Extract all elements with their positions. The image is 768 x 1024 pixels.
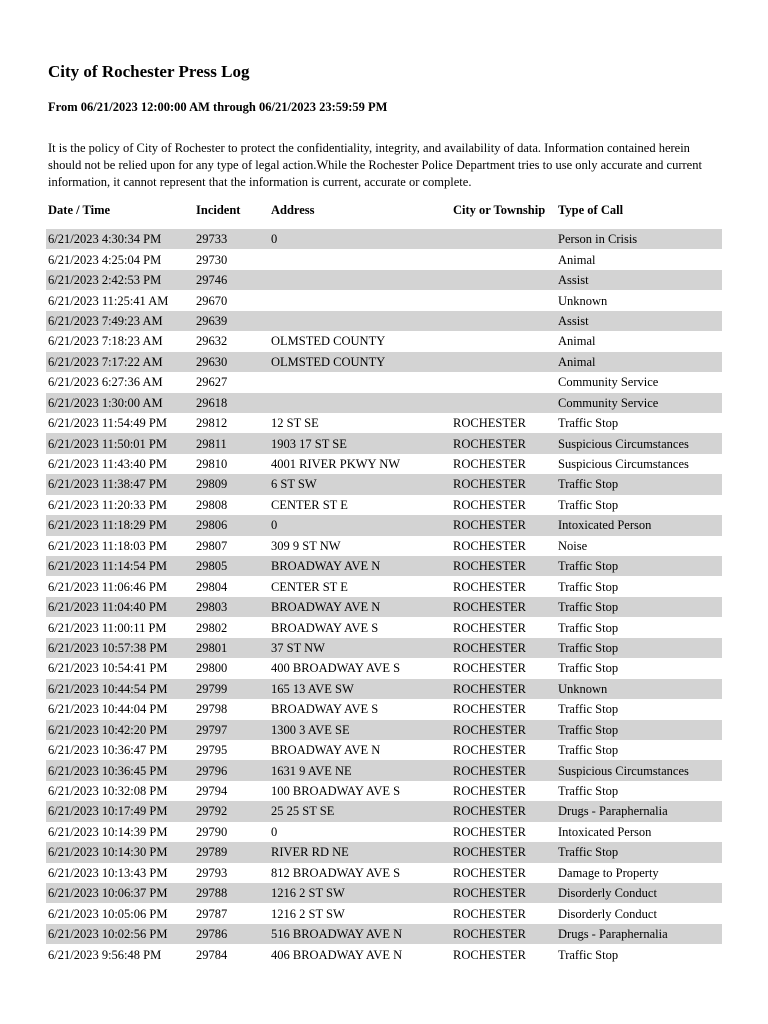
cell-incident: 29801 <box>194 638 269 658</box>
cell-date-time: 6/21/2023 10:14:30 PM <box>46 842 194 862</box>
cell-city: ROCHESTER <box>453 661 526 676</box>
cell-type-of-call: Noise <box>558 538 588 553</box>
cell-city: ROCHESTER <box>453 579 526 594</box>
cell-date-time: 6/21/2023 11:14:54 PM <box>46 556 194 576</box>
cell-city: ROCHESTER <box>451 801 556 821</box>
cell-type-of-call: Traffic Stop <box>558 743 619 758</box>
date-range: From 06/21/2023 12:00:00 AM through 06/21/2023 23:59:59 PM <box>48 100 388 114</box>
cell-incident: 29730 <box>196 252 228 267</box>
cell-type-of-call: Traffic Stop <box>556 720 722 740</box>
cell-date-time: 6/21/2023 10:36:45 PM <box>46 760 194 780</box>
cell-city: ROCHESTER <box>451 924 556 944</box>
cell-type-of-call: Traffic Stop <box>558 784 619 799</box>
cell-city: ROCHESTER <box>453 784 526 799</box>
table-row <box>46 903 722 923</box>
cell-incident: 29811 <box>194 433 269 453</box>
table-row <box>46 290 722 310</box>
cell-type-of-call: Assist <box>556 270 722 290</box>
cell-type-of-call: Traffic Stop <box>558 416 619 431</box>
cell-date-time: 6/21/2023 10:44:04 PM <box>48 702 168 717</box>
cell-incident: 29806 <box>194 515 269 535</box>
table-row <box>46 556 722 576</box>
cell-incident: 29784 <box>196 947 228 962</box>
table-row <box>46 474 722 494</box>
cell-incident: 29795 <box>196 743 228 758</box>
column-header-address: Address <box>271 203 315 217</box>
cell-incident: 29803 <box>194 597 269 617</box>
table-row <box>46 883 722 903</box>
table-row <box>46 679 722 699</box>
cell-type-of-call: Damage to Property <box>558 865 659 880</box>
cell-city: ROCHESTER <box>453 947 526 962</box>
cell-type-of-call: Traffic Stop <box>556 597 722 617</box>
cell-date-time: 6/21/2023 10:14:39 PM <box>48 824 168 839</box>
cell-date-time: 6/21/2023 7:17:22 AM <box>46 352 194 372</box>
cell-city: ROCHESTER <box>453 702 526 717</box>
table-row <box>46 863 722 883</box>
cell-incident: 29788 <box>194 883 269 903</box>
cell-type-of-call: Intoxicated Person <box>558 824 652 839</box>
cell-address: 516 BROADWAY AVE N <box>269 924 451 944</box>
cell-city <box>451 393 556 413</box>
cell-incident: 29796 <box>194 760 269 780</box>
cell-type-of-call: Suspicious Circumstances <box>558 457 689 472</box>
cell-city: ROCHESTER <box>451 474 556 494</box>
table-row <box>46 699 722 719</box>
cell-city: ROCHESTER <box>453 497 526 512</box>
cell-city: ROCHESTER <box>451 433 556 453</box>
cell-date-time: 6/21/2023 10:54:41 PM <box>48 661 168 676</box>
cell-incident: 29787 <box>196 906 228 921</box>
cell-date-time: 6/21/2023 7:18:23 AM <box>48 334 163 349</box>
table-row <box>46 720 722 740</box>
cell-date-time: 6/21/2023 11:18:03 PM <box>48 538 167 553</box>
cell-date-time: 6/21/2023 11:18:29 PM <box>46 515 194 535</box>
press-log-table <box>46 192 722 965</box>
cell-address: 100 BROADWAY AVE S <box>271 784 401 799</box>
cell-address <box>269 372 451 392</box>
cell-city: ROCHESTER <box>451 515 556 535</box>
cell-date-time: 6/21/2023 4:30:34 PM <box>46 229 194 249</box>
cell-type-of-call: Traffic Stop <box>556 638 722 658</box>
cell-date-time: 6/21/2023 10:44:54 PM <box>46 679 194 699</box>
cell-incident: 29632 <box>196 334 228 349</box>
cell-address: 406 BROADWAY AVE N <box>271 947 403 962</box>
cell-type-of-call: Suspicious Circumstances <box>556 760 722 780</box>
cell-date-time: 6/21/2023 10:02:56 PM <box>46 924 194 944</box>
table-body <box>46 229 722 965</box>
cell-address: 1631 9 AVE NE <box>269 760 451 780</box>
cell-address: 1216 2 ST SW <box>269 883 451 903</box>
cell-type-of-call: Intoxicated Person <box>556 515 722 535</box>
cell-city <box>451 352 556 372</box>
cell-date-time: 6/21/2023 7:49:23 AM <box>46 311 194 331</box>
cell-date-time: 6/21/2023 10:36:47 PM <box>48 743 168 758</box>
cell-address: RIVER RD NE <box>269 842 451 862</box>
cell-city: ROCHESTER <box>453 457 526 472</box>
table-row <box>46 413 722 433</box>
cell-type-of-call: Community Service <box>556 393 722 413</box>
cell-date-time: 6/21/2023 11:04:40 PM <box>46 597 194 617</box>
cell-address: BROADWAY AVE S <box>271 620 379 635</box>
table-row <box>46 924 722 944</box>
cell-type-of-call: Disorderly Conduct <box>556 883 722 903</box>
cell-city: ROCHESTER <box>451 842 556 862</box>
cell-incident: 29794 <box>196 784 228 799</box>
cell-date-time: 6/21/2023 6:27:36 AM <box>48 375 163 390</box>
cell-city: ROCHESTER <box>451 720 556 740</box>
cell-date-time: 6/21/2023 10:05:06 PM <box>48 906 168 921</box>
cell-city <box>451 290 556 310</box>
cell-incident: 29630 <box>194 352 269 372</box>
cell-incident: 29798 <box>196 702 228 717</box>
cell-type-of-call: Traffic Stop <box>558 579 619 594</box>
column-header-city-or-township: City or Township <box>453 203 546 217</box>
column-header-date-time: Date / Time <box>48 203 111 217</box>
table-row <box>46 944 722 964</box>
cell-address <box>269 393 451 413</box>
cell-city: ROCHESTER <box>453 538 526 553</box>
cell-type-of-call: Traffic Stop <box>558 620 619 635</box>
table-row <box>46 740 722 760</box>
cell-type-of-call: Drugs - Paraphernalia <box>556 924 722 944</box>
cell-address <box>269 290 451 310</box>
cell-date-time: 6/21/2023 10:57:38 PM <box>46 638 194 658</box>
cell-address: 12 ST SE <box>271 416 319 431</box>
cell-date-time: 6/21/2023 10:06:37 PM <box>46 883 194 903</box>
cell-type-of-call: Community Service <box>558 375 659 390</box>
cell-incident: 29805 <box>194 556 269 576</box>
table-row <box>46 311 722 331</box>
cell-address: 1300 3 AVE SE <box>269 720 451 740</box>
table-row <box>46 433 722 453</box>
cell-incident: 29810 <box>196 457 228 472</box>
cell-city <box>451 270 556 290</box>
cell-type-of-call: Disorderly Conduct <box>558 906 657 921</box>
cell-type-of-call: Suspicious Circumstances <box>556 433 722 453</box>
cell-address: 25 25 ST SE <box>269 801 451 821</box>
cell-type-of-call: Traffic Stop <box>558 947 619 962</box>
policy-statement: It is the policy of City of Rochester to protect the confidentiality, integrity, and availability of data. Information contained herein should not be relied upon for any type of legal action.While the Rochester Police Department tries to use only accurate and current information, it cannot represent that the information is current, accurate or complete. <box>48 141 702 189</box>
cell-city <box>451 311 556 331</box>
cell-address: CENTER ST E <box>271 497 348 512</box>
cell-incident: 29639 <box>194 311 269 331</box>
cell-address: 812 BROADWAY AVE S <box>271 865 401 880</box>
cell-date-time: 6/21/2023 11:38:47 PM <box>46 474 194 494</box>
cell-address: 165 13 AVE SW <box>269 679 451 699</box>
cell-address: BROADWAY AVE N <box>271 743 381 758</box>
cell-city <box>451 229 556 249</box>
cell-date-time: 6/21/2023 4:25:04 PM <box>48 252 162 267</box>
cell-incident: 29808 <box>196 497 228 512</box>
cell-date-time: 6/21/2023 11:50:01 PM <box>46 433 194 453</box>
cell-address: OLMSTED COUNTY <box>269 352 451 372</box>
cell-type-of-call: Animal <box>556 352 722 372</box>
table-row <box>46 576 722 596</box>
cell-date-time: 6/21/2023 2:42:53 PM <box>46 270 194 290</box>
cell-date-time: 6/21/2023 10:13:43 PM <box>48 865 168 880</box>
cell-address: 309 9 ST NW <box>271 538 341 553</box>
cell-date-time: 6/21/2023 1:30:00 AM <box>46 393 194 413</box>
cell-incident: 29746 <box>194 270 269 290</box>
page-title: City of Rochester Press Log <box>48 62 250 81</box>
table-row <box>46 515 722 535</box>
cell-type-of-call: Drugs - Paraphernalia <box>556 801 722 821</box>
cell-incident: 29804 <box>196 579 228 594</box>
column-header-incident: Incident <box>196 203 241 217</box>
cell-incident: 29799 <box>194 679 269 699</box>
table-row <box>46 658 722 678</box>
cell-date-time: 6/21/2023 11:25:41 AM <box>48 293 169 308</box>
cell-address: 1903 17 ST SE <box>269 433 451 453</box>
cell-address <box>269 249 451 269</box>
cell-city: ROCHESTER <box>451 883 556 903</box>
cell-type-of-call: Traffic Stop <box>558 661 619 676</box>
cell-date-time: 6/21/2023 11:06:46 PM <box>48 579 167 594</box>
cell-address: BROADWAY AVE S <box>271 702 379 717</box>
cell-address <box>269 311 451 331</box>
table-row <box>46 597 722 617</box>
cell-incident: 29802 <box>196 620 228 635</box>
column-header-type-of-call: Type of Call <box>558 203 624 217</box>
table-row <box>46 454 722 474</box>
cell-address: 0 <box>271 824 278 839</box>
cell-address: 400 BROADWAY AVE S <box>271 661 401 676</box>
cell-address: 1216 2 ST SW <box>271 906 345 921</box>
cell-city: ROCHESTER <box>451 679 556 699</box>
cell-incident: 29618 <box>194 393 269 413</box>
table-row <box>46 617 722 637</box>
cell-type-of-call: Person in Crisis <box>556 229 722 249</box>
table-row <box>46 801 722 821</box>
cell-incident: 29797 <box>194 720 269 740</box>
cell-date-time: 6/21/2023 11:00:11 PM <box>48 620 167 635</box>
cell-date-time: 6/21/2023 11:54:49 PM <box>48 416 167 431</box>
cell-type-of-call: Unknown <box>558 293 608 308</box>
cell-city: ROCHESTER <box>453 865 526 880</box>
cell-type-of-call: Assist <box>556 311 722 331</box>
table-header-row <box>46 192 722 229</box>
cell-type-of-call: Animal <box>558 334 596 349</box>
cell-city: ROCHESTER <box>451 597 556 617</box>
cell-address <box>269 270 451 290</box>
cell-incident: 29627 <box>196 375 228 390</box>
cell-address: 0 <box>269 515 451 535</box>
table-row <box>46 822 722 842</box>
cell-address: CENTER ST E <box>271 579 348 594</box>
cell-incident: 29809 <box>194 474 269 494</box>
table-row <box>46 352 722 372</box>
cell-incident: 29786 <box>194 924 269 944</box>
cell-incident: 29789 <box>194 842 269 862</box>
cell-incident: 29733 <box>194 229 269 249</box>
table-row <box>46 638 722 658</box>
cell-type-of-call: Traffic Stop <box>558 497 619 512</box>
table-row <box>46 842 722 862</box>
cell-city: ROCHESTER <box>453 620 526 635</box>
cell-type-of-call: Traffic Stop <box>556 556 722 576</box>
cell-date-time: 6/21/2023 11:43:40 PM <box>48 457 167 472</box>
cell-address: 4001 RIVER PKWY NW <box>271 457 401 472</box>
cell-city: ROCHESTER <box>451 760 556 780</box>
cell-incident: 29792 <box>194 801 269 821</box>
cell-address: 0 <box>269 229 451 249</box>
table-row <box>46 760 722 780</box>
cell-city: ROCHESTER <box>451 556 556 576</box>
cell-incident: 29793 <box>196 865 228 880</box>
cell-date-time: 6/21/2023 10:42:20 PM <box>46 720 194 740</box>
table-row <box>46 331 722 351</box>
table-row <box>46 372 722 392</box>
cell-incident: 29807 <box>196 538 228 553</box>
cell-city: ROCHESTER <box>451 638 556 658</box>
cell-type-of-call: Traffic Stop <box>556 474 722 494</box>
cell-city: ROCHESTER <box>453 824 526 839</box>
table-row <box>46 495 722 515</box>
cell-city: ROCHESTER <box>453 416 526 431</box>
table-row <box>46 393 722 413</box>
table-row <box>46 270 722 290</box>
cell-date-time: 6/21/2023 11:20:33 PM <box>48 497 167 512</box>
cell-address: 37 ST NW <box>269 638 451 658</box>
table-row <box>46 229 722 249</box>
cell-type-of-call: Traffic Stop <box>556 842 722 862</box>
cell-address: BROADWAY AVE N <box>269 556 451 576</box>
cell-date-time: 6/21/2023 9:56:48 PM <box>48 947 162 962</box>
cell-type-of-call: Traffic Stop <box>558 702 619 717</box>
cell-city: ROCHESTER <box>453 743 526 758</box>
cell-address: 6 ST SW <box>269 474 451 494</box>
cell-address: OLMSTED COUNTY <box>271 334 386 349</box>
cell-incident: 29800 <box>196 661 228 676</box>
table-row <box>46 781 722 801</box>
cell-type-of-call: Animal <box>558 252 596 267</box>
table-row <box>46 249 722 269</box>
table-row <box>46 536 722 556</box>
cell-type-of-call: Unknown <box>556 679 722 699</box>
cell-city: ROCHESTER <box>453 906 526 921</box>
cell-city <box>451 331 556 351</box>
cell-date-time: 6/21/2023 10:32:08 PM <box>48 784 168 799</box>
cell-incident: 29812 <box>196 416 228 431</box>
cell-incident: 29790 <box>196 824 228 839</box>
cell-city <box>451 372 556 392</box>
cell-incident: 29670 <box>196 293 228 308</box>
cell-city <box>451 249 556 269</box>
cell-date-time: 6/21/2023 10:17:49 PM <box>46 801 194 821</box>
cell-address: BROADWAY AVE N <box>269 597 451 617</box>
